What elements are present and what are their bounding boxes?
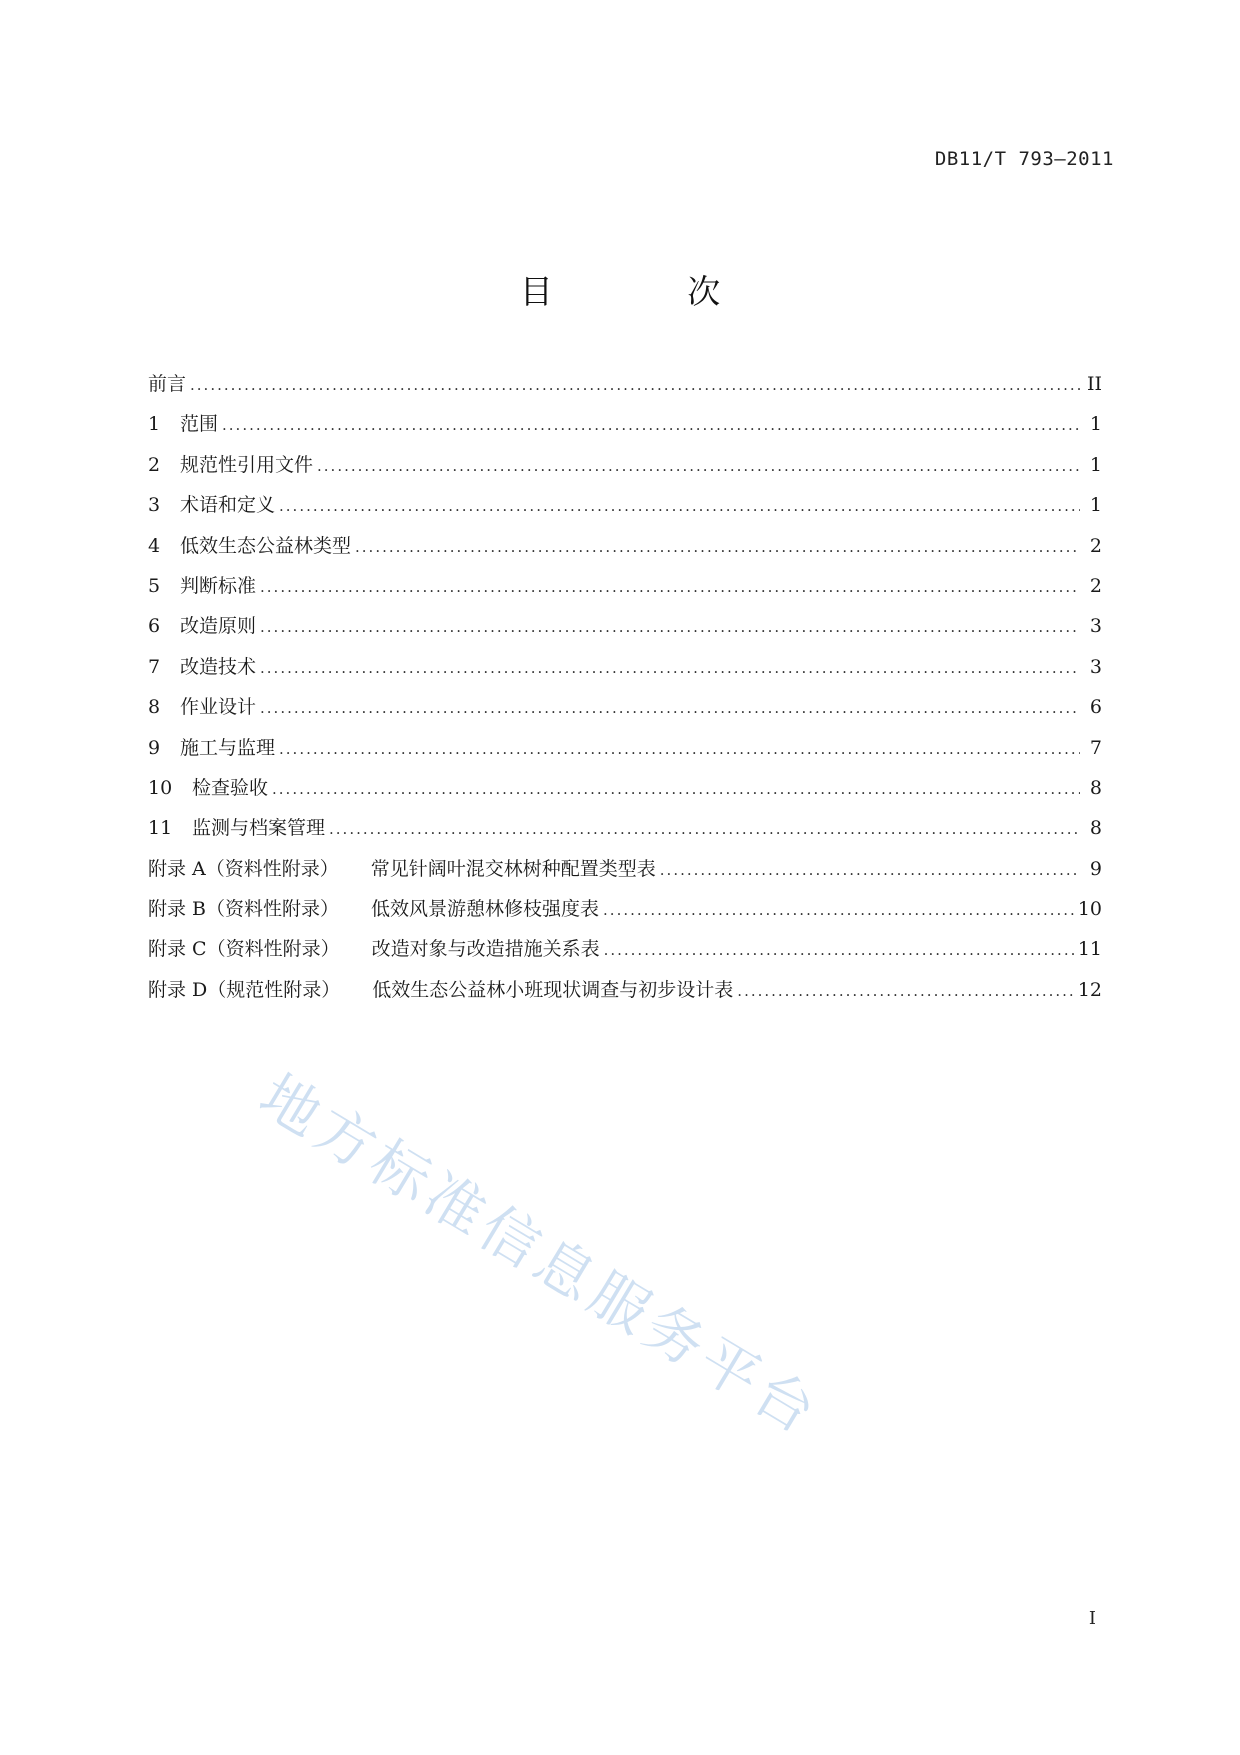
toc-leader	[260, 696, 1080, 720]
toc-entry-page: 3	[1089, 615, 1102, 638]
appendix-label: 附录 A（资料性附录）	[148, 857, 339, 880]
toc-entry-title: 改造技术	[180, 655, 257, 678]
toc-entry-number: 3	[148, 494, 161, 517]
toc-entry-8[interactable]	[148, 695, 1102, 735]
toc-appendix-b[interactable]	[148, 897, 1102, 937]
toc-entry-page: 2	[1089, 574, 1102, 597]
toc-entry-page: 11	[1077, 938, 1102, 961]
toc-entry-3[interactable]	[148, 493, 1102, 533]
toc-entry-9[interactable]	[148, 736, 1102, 776]
toc-entry-number: 11	[148, 817, 173, 840]
toc-entry-foreword[interactable]	[148, 372, 1102, 412]
toc-entry-label	[148, 534, 351, 558]
toc-leader	[317, 454, 1080, 478]
toc-entry-number: 10	[148, 776, 173, 799]
toc-entry-label	[148, 857, 656, 881]
toc-entry-label	[148, 493, 275, 517]
toc-appendix-d[interactable]	[148, 978, 1102, 1018]
toc-entry-label	[148, 574, 256, 598]
toc-entry-page: 1	[1089, 494, 1102, 517]
appendix-title: 低效生态公益林小班现状调查与初步设计表	[372, 978, 734, 1001]
toc-entry-title: 作业设计	[180, 696, 257, 719]
appendix-label: 附录 B（资料性附录）	[148, 898, 340, 921]
toc-entry-page: 1	[1089, 453, 1102, 476]
toc-entry-page: 10	[1077, 898, 1102, 921]
toc-entry-title: 判断标准	[180, 574, 257, 597]
toc-entry-number: 2	[148, 453, 161, 476]
toc-leader	[279, 494, 1080, 518]
toc-leader	[355, 535, 1080, 559]
appendix-label: 附录 D（规范性附录）	[148, 978, 341, 1001]
toc-appendix-c[interactable]	[148, 937, 1102, 977]
toc-leader	[260, 615, 1080, 639]
toc-entry-page: 8	[1089, 817, 1102, 840]
toc-entry-page: 8	[1089, 776, 1102, 799]
toc-entry-label	[148, 736, 275, 760]
toc-entry-label	[148, 614, 256, 638]
toc-entry-label	[148, 816, 325, 840]
toc-list	[148, 372, 1102, 1018]
toc-entry-page: 1	[1089, 413, 1102, 436]
toc-entry-4[interactable]	[148, 534, 1102, 574]
toc-entry-label	[148, 776, 268, 800]
toc-entry-page: 7	[1089, 736, 1102, 759]
page-number: I	[1088, 1608, 1096, 1629]
toc-entry-title: 规范性引用文件	[180, 453, 314, 476]
toc-entry-number: 4	[148, 534, 161, 557]
toc-entry-1[interactable]	[148, 412, 1102, 452]
appendix-label: 附录 C（资料性附录）	[148, 938, 340, 961]
toc-entry-6[interactable]	[148, 614, 1102, 654]
toc-entry-number: 1	[148, 413, 161, 436]
toc-entry-label	[148, 897, 599, 921]
toc-entry-7[interactable]	[148, 655, 1102, 695]
watermark: 地方标准信息服务平台	[248, 1061, 832, 1450]
toc-entry-title: 前言	[148, 373, 187, 395]
appendix-title: 改造对象与改造措施关系表	[371, 938, 600, 961]
toc-entry-label	[148, 655, 256, 679]
toc-appendix-a[interactable]	[148, 857, 1102, 897]
toc-entry-10[interactable]	[148, 776, 1102, 816]
toc-leader	[603, 898, 1074, 922]
toc-entry-page: 2	[1089, 534, 1102, 557]
toc-entry-page: 9	[1089, 857, 1102, 880]
toc-entry-title: 低效生态公益林类型	[180, 534, 352, 557]
toc-leader	[222, 413, 1080, 437]
appendix-title: 低效风景游憩林修枝强度表	[371, 898, 600, 921]
toc-leader	[329, 817, 1080, 841]
toc-entry-title: 检查验收	[192, 776, 269, 799]
toc-entry-page: 3	[1089, 655, 1102, 678]
toc-entry-label	[148, 412, 218, 436]
toc-entry-label	[148, 978, 733, 1002]
toc-entry-2[interactable]	[148, 453, 1102, 493]
toc-entry-page: II	[1086, 373, 1102, 395]
toc-entry-label	[148, 372, 186, 396]
toc-entry-page: 6	[1089, 696, 1102, 719]
toc-leader	[279, 737, 1080, 761]
toc-leader	[272, 777, 1080, 801]
appendix-title: 常见针阔叶混交林树种配置类型表	[370, 857, 656, 880]
toc-entry-page: 12	[1077, 978, 1102, 1001]
toc-entry-title: 术语和定义	[180, 494, 276, 517]
toc-entry-number: 5	[148, 574, 161, 597]
toc-leader	[260, 575, 1080, 599]
toc-entry-number: 8	[148, 696, 161, 719]
toc-entry-label	[148, 695, 256, 719]
toc-entry-title: 范围	[180, 413, 219, 436]
toc-leader	[660, 858, 1080, 882]
toc-entry-title: 施工与监理	[180, 736, 276, 759]
toc-entry-label	[148, 453, 313, 477]
toc-entry-title: 改造原则	[180, 615, 257, 638]
toc-entry-number: 9	[148, 736, 161, 759]
toc-entry-title: 监测与档案管理	[192, 817, 326, 840]
toc-leader	[190, 373, 1080, 397]
toc-leader	[260, 656, 1080, 680]
toc-entry-number: 7	[148, 655, 161, 678]
document-code: DB11/T 793—2011	[934, 148, 1114, 170]
page-title: 目 次	[519, 272, 783, 311]
toc-entry-number: 6	[148, 615, 161, 638]
toc-entry-11[interactable]	[148, 816, 1102, 856]
toc-entry-label	[148, 937, 600, 961]
toc-leader	[604, 938, 1074, 962]
toc-entry-5[interactable]	[148, 574, 1102, 614]
toc-leader	[737, 979, 1074, 1003]
